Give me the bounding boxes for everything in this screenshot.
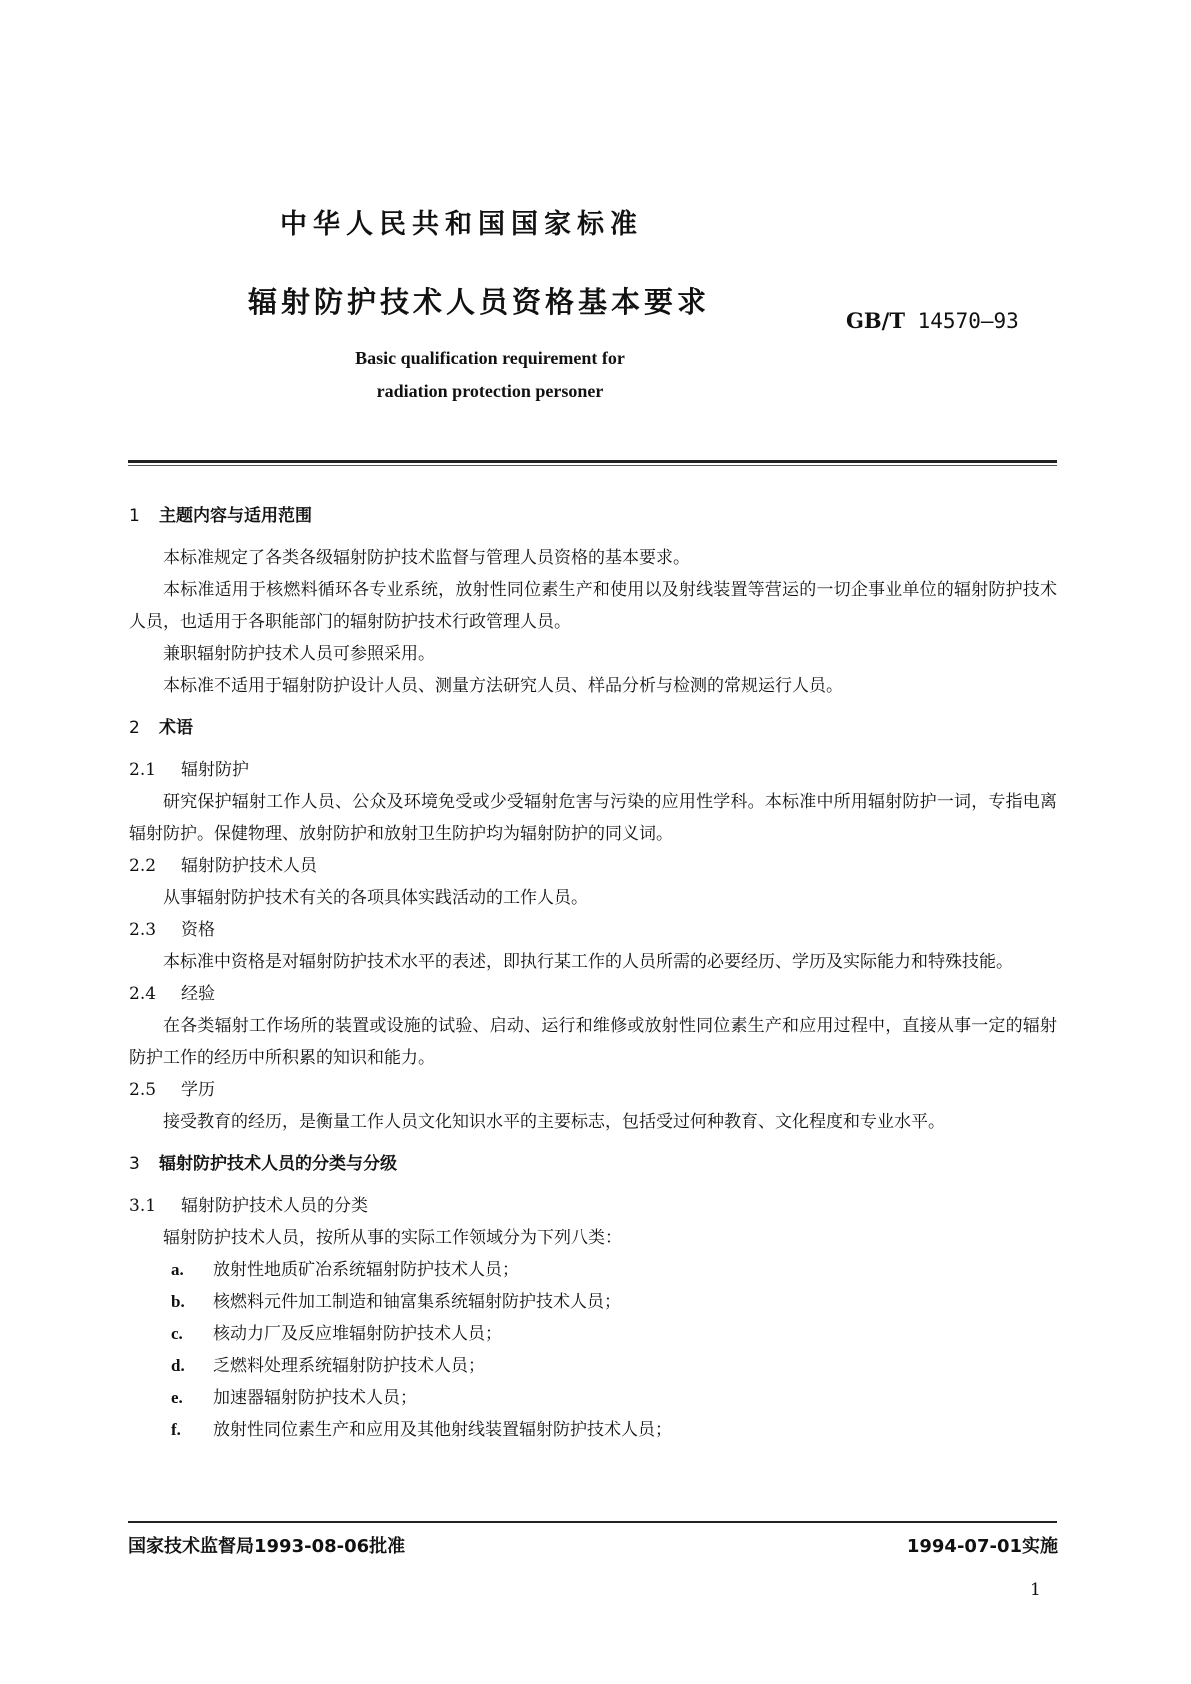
- list-item: b. 核燃料元件加工制造和铀富集系统辐射防护技术人员；: [171, 1292, 621, 1312]
- header-rule-thin: [128, 465, 1057, 466]
- list-item: c. 核动力厂及反应堆辐射防护技术人员；: [171, 1324, 502, 1344]
- subsection-2-3-text: 本标准中资格是对辐射防护技术水平的表述，即执行某工作的人员所需的必要经历、学历及实际能力和特殊技能。: [163, 952, 1013, 972]
- approval-date: 国家技术监督局1993-08-06批准: [128, 1536, 406, 1557]
- subsection-2-5-heading: 2.5 学历: [129, 1080, 215, 1100]
- header-rule: [128, 460, 1057, 463]
- section-1-heading: 1 主题内容与适用范围: [129, 506, 312, 526]
- subsection-2-2-heading: 2.2 辐射防护技术人员: [129, 856, 317, 876]
- standard-code: [846, 308, 1019, 333]
- list-item: e. 加速器辐射防护技术人员；: [171, 1388, 417, 1408]
- title-en-line-2: radiation protection personer: [376, 381, 604, 401]
- effective-date: 1994-07-01实施: [906, 1536, 1058, 1557]
- list-item: d. 乏燃料处理系统辐射防护技术人员；: [171, 1356, 485, 1376]
- subsection-2-4-heading: 2.4 经验: [129, 984, 215, 1004]
- document-body: [129, 490, 1057, 1446]
- subsection-2-3-heading: 2.3 资格: [129, 920, 215, 940]
- page-number: 1: [1030, 1580, 1041, 1600]
- subsection-3-1-heading: 3.1 辐射防护技术人员的分类: [129, 1196, 368, 1216]
- subsection-2-5-text: 接受教育的经历，是衡量工作人员文化知识水平的主要标志，包括受过何种教育、文化程度和专业水平。: [163, 1112, 945, 1132]
- standard-number: 14570—93: [917, 309, 1019, 333]
- document-title-cn: 辐射防护技术人员资格基本要求: [248, 285, 711, 319]
- subsection-2-4-text: 在各类辐射工作场所的装置或设施的试验、启动、运行和维修或放射性同位素生产和应用过程中，直接从事一定的辐射防护工作的经历中所积累的知识和能力。: [129, 1016, 1057, 1068]
- section-3-heading: 3 辐射防护技术人员的分类与分级: [129, 1154, 397, 1174]
- document-title-en: [300, 342, 680, 408]
- subsection-2-1-heading: 2.1 辐射防护: [129, 760, 249, 780]
- national-standard-heading: 中华人民共和国国家标准: [280, 209, 643, 240]
- section-2-heading: 2 术语: [129, 718, 193, 738]
- section-1-paragraph-2: 本标准适用于核燃料循环各专业系统，放射性同位素生产和使用以及射线装置等营运的一切企事业单位的辐射防护技术人员，也适用于各职能部门的辐射防护技术行政管理人员。: [129, 580, 1057, 632]
- section-1-paragraph-4: 本标准不适用于辐射防护设计人员、测量方法研究人员、样品分析与检测的常规运行人员。: [163, 676, 843, 696]
- subsection-2-1-text: 研究保护辐射工作人员、公众及环境免受或少受辐射危害与污染的应用性学科。本标准中所用辐射防护一词，专指电离辐射防护。保健物理、放射防护和放射卫生防护均为辐射防护的同义词。: [129, 792, 1057, 844]
- section-1-paragraph-3: 兼职辐射防护技术人员可参照采用。: [163, 644, 435, 664]
- section-1-paragraph-1: 本标准规定了各类各级辐射防护技术监督与管理人员资格的基本要求。: [163, 548, 690, 568]
- list-item: f. 放射性同位素生产和应用及其他射线装置辐射防护技术人员；: [171, 1420, 672, 1440]
- subsection-3-1-intro: 辐射防护技术人员，按所从事的实际工作领域分为下列八类：: [163, 1228, 622, 1248]
- footer-rule: [128, 1521, 1057, 1523]
- title-en-line-1: Basic qualification requirement for: [355, 348, 625, 368]
- subsection-2-2-text: 从事辐射防护技术有关的各项具体实践活动的工作人员。: [163, 888, 588, 908]
- standard-prefix: GB/T: [846, 308, 905, 333]
- list-item: a. 放射性地质矿冶系统辐射防护技术人员；: [171, 1260, 519, 1280]
